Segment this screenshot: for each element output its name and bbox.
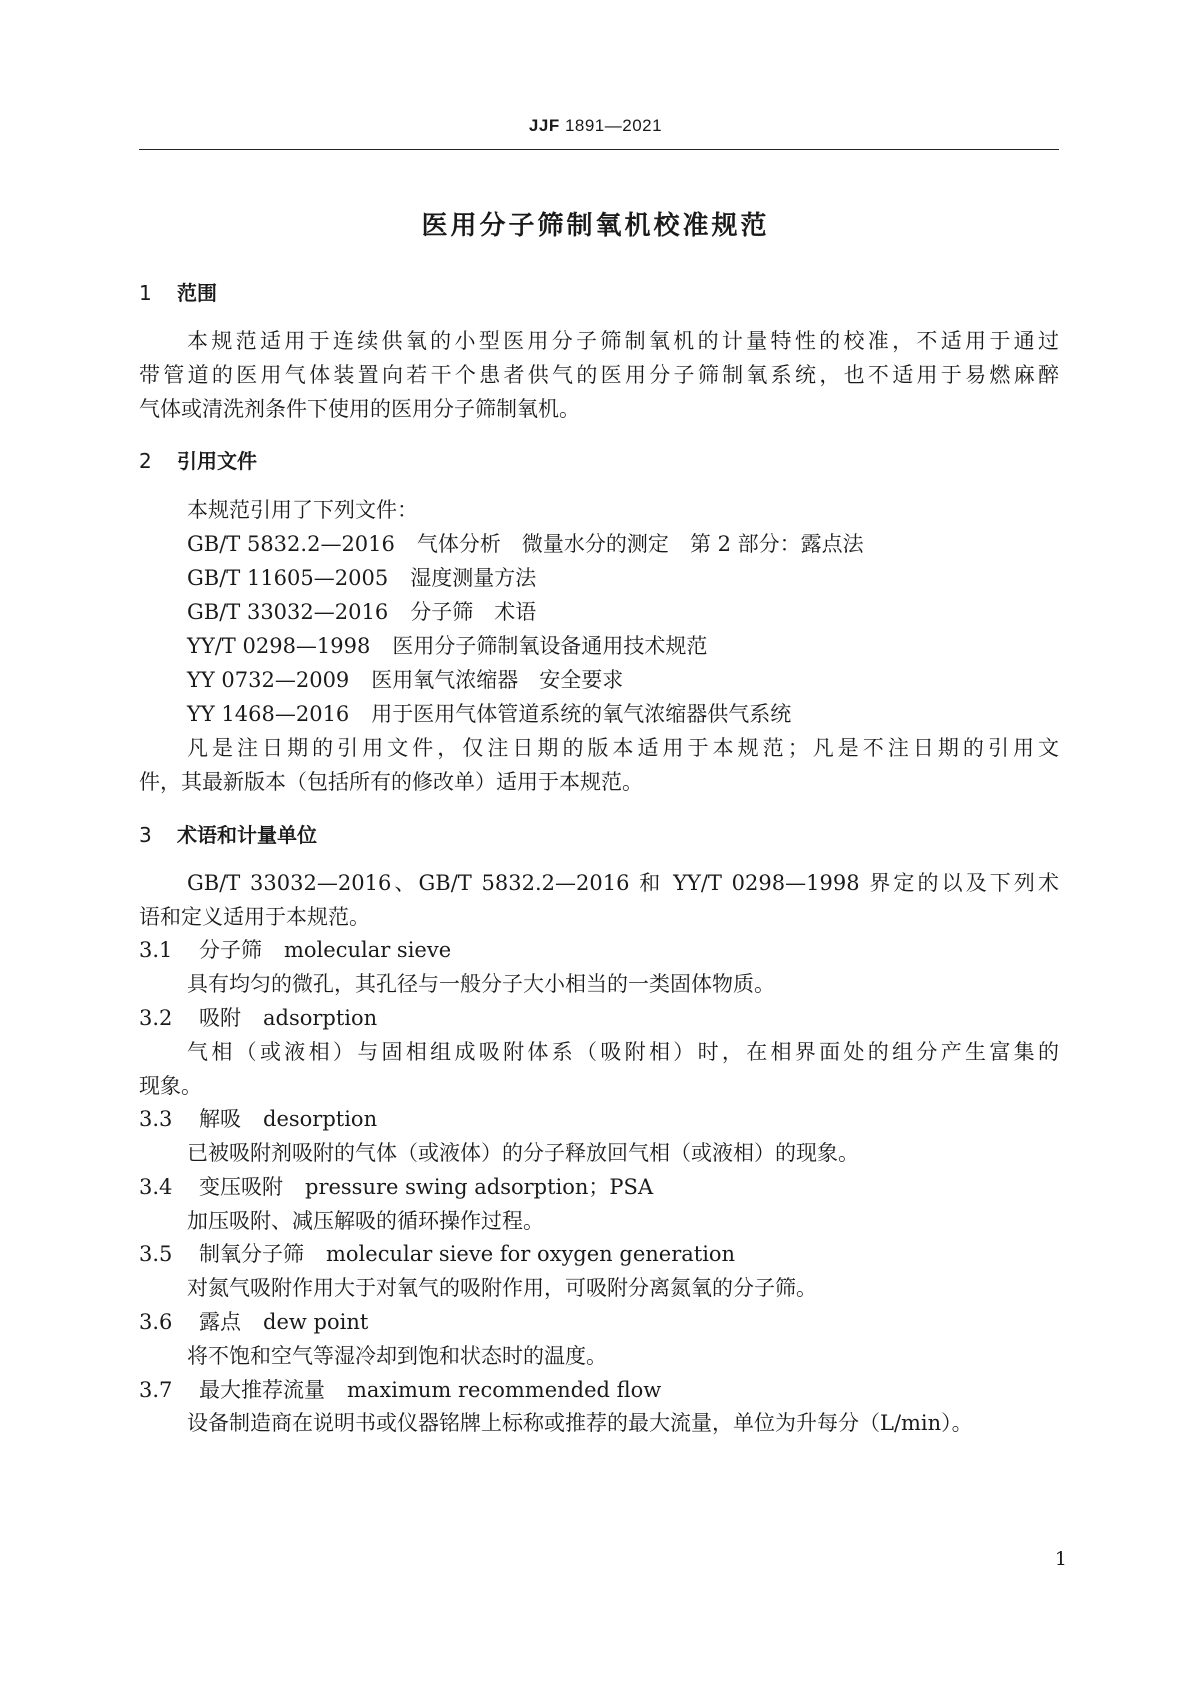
term-definition: 已被吸附剂吸附的气体（或液体）的分子释放回气相（或液相）的现象。 (187, 1141, 859, 1165)
paragraph-line: GB/T 33032—2016、GB/T 5832.2—2016 和 YY/T 0298—1998 界定的以及下列术 (187, 871, 1059, 895)
term-heading (139, 937, 1059, 963)
term-chinese: 最大推荐流量 (199, 1378, 325, 1402)
paragraph-line: 带管道的医用气体装置向若干个患者供气的医用分子筛制氧系统，也不适用于易燃麻醉 (139, 363, 1059, 387)
term-number: 3.4 (139, 1175, 173, 1199)
reference-name: 用于医用气体管道系统的氧气浓缩器供气系统 (371, 702, 792, 726)
section-title: 范围 (177, 281, 217, 305)
reference-code: GB/T 11605—2005 (187, 566, 389, 590)
reference-item (187, 531, 1059, 557)
section-heading-2 (139, 448, 1059, 474)
reference-item (187, 565, 1059, 591)
reference-name: 气体分析 微量水分的测定 第 2 部分：露点法 (416, 532, 864, 556)
section-number: 2 (139, 449, 152, 473)
paragraph-line: 语和定义适用于本规范。 (139, 905, 370, 929)
section-heading-1 (139, 280, 1059, 306)
term-heading (139, 1106, 1059, 1132)
term-number: 3.2 (139, 1006, 173, 1030)
header-rule (139, 149, 1059, 150)
paragraph-line: 凡是注日期的引用文件，仅注日期的版本适用于本规范；凡是不注日期的引用文 (187, 736, 1059, 760)
term-definition: 对氮气吸附作用大于对氧气的吸附作用，可吸附分离氮氧的分子筛。 (187, 1276, 817, 1300)
reference-item (187, 599, 1059, 625)
section-number: 3 (139, 823, 152, 847)
term-heading (139, 1005, 1059, 1031)
reference-name: 医用氧气浓缩器 安全要求 (371, 668, 624, 692)
term-number: 3.1 (139, 938, 173, 962)
term-english: molecular sieve for oxygen generation (326, 1242, 736, 1266)
term-definition: 设备制造商在说明书或仪器铭牌上标称或推荐的最大流量，单位为升每分（L/min）。 (187, 1411, 973, 1435)
paragraph-line: 件，其最新版本（包括所有的修改单）适用于本规范。 (139, 770, 643, 794)
paragraph-line: 本规范适用于连续供氧的小型医用分子筛制氧机的计量特性的校准，不适用于通过 (187, 329, 1059, 353)
reference-code: YY/T 0298—1998 (187, 634, 371, 658)
term-number: 3.3 (139, 1107, 173, 1131)
term-english: pressure swing adsorption；PSA (305, 1175, 654, 1199)
standard-prefix: JJF (528, 116, 560, 135)
term-chinese: 变压吸附 (199, 1175, 283, 1199)
section-title: 引用文件 (177, 449, 257, 473)
page-number: 1 (1054, 1548, 1067, 1570)
section-title: 术语和计量单位 (177, 823, 317, 847)
term-english: adsorption (263, 1006, 378, 1030)
term-definition: 具有均匀的微孔，其孔径与一般分子大小相当的一类固体物质。 (187, 972, 775, 996)
reference-code: YY 1468—2016 (187, 702, 350, 726)
term-chinese: 吸附 (199, 1006, 241, 1030)
term-number: 3.6 (139, 1310, 173, 1334)
paragraph-line: 气体或清洗剂条件下使用的医用分子筛制氧机。 (139, 397, 580, 421)
reference-name: 湿度测量方法 (410, 566, 537, 590)
term-definition: 气相（或液相）与固相组成吸附体系（吸附相）时，在相界面处的组分产生富集的 (187, 1040, 1059, 1064)
document-header (0, 116, 1191, 136)
term-heading (139, 1309, 1059, 1335)
section-heading-3 (139, 822, 1059, 848)
term-definition: 将不饱和空气等湿冷却到饱和状态时的温度。 (187, 1344, 607, 1368)
term-heading (139, 1377, 1059, 1403)
section-number: 1 (139, 281, 152, 305)
paragraph-line: 本规范引用了下列文件： (187, 498, 418, 522)
term-english: maximum recommended flow (347, 1378, 662, 1402)
term-chinese: 分子筛 (199, 938, 262, 962)
term-definition: 加压吸附、减压解吸的循环操作过程。 (187, 1209, 544, 1233)
term-chinese: 露点 (199, 1310, 241, 1334)
reference-code: GB/T 33032—2016 (187, 600, 389, 624)
reference-name: 分子筛 术语 (410, 600, 537, 624)
term-english: dew point (263, 1310, 369, 1334)
reference-code: YY 0732—2009 (187, 668, 350, 692)
page-title: 医用分子筛制氧机校准规范 (421, 211, 770, 241)
term-english: molecular sieve (284, 938, 452, 962)
term-definition: 现象。 (139, 1074, 202, 1098)
term-number: 3.5 (139, 1242, 173, 1266)
term-heading (139, 1241, 1059, 1267)
reference-name: 医用分子筛制氧设备通用技术规范 (392, 634, 708, 658)
term-chinese: 解吸 (199, 1107, 241, 1131)
reference-item (187, 701, 1059, 727)
term-english: desorption (263, 1107, 378, 1131)
term-heading (139, 1174, 1059, 1200)
reference-item (187, 633, 1059, 659)
reference-item (187, 667, 1059, 693)
term-number: 3.7 (139, 1378, 173, 1402)
reference-code: GB/T 5832.2—2016 (187, 532, 395, 556)
term-chinese: 制氧分子筛 (199, 1242, 304, 1266)
standard-number: 1891—2021 (564, 116, 663, 135)
